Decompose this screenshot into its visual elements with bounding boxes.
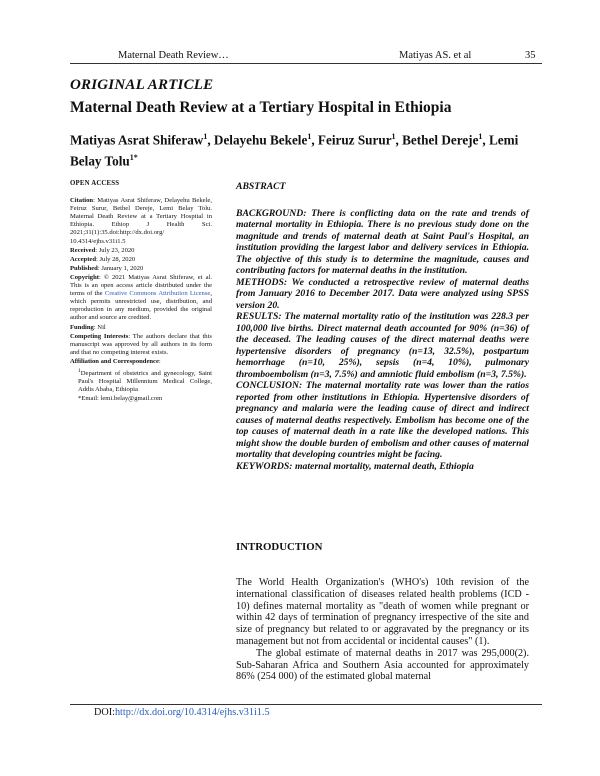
received-date xyxy=(70,247,212,255)
footer-doi xyxy=(94,707,270,718)
author: Delayehu Bekele xyxy=(213,132,308,148)
author: Lemi Belay Tolu xyxy=(70,132,519,169)
funding-value: : Nil xyxy=(93,323,106,331)
author: Feiruz Surur xyxy=(317,132,392,148)
accepted-date xyxy=(70,256,212,264)
citation-text: : Matiyas Asrat Shiferaw, Delayehu Bekele, Feiruz Surur, Bethel Dereje, Lemi Belay Tolu. Maternal Death Review at a Tertiary Hospital in Ethiopia. Ethiop J Health Sci. 2021;31(1):35.doi:http://dx.doi.org/ 10.4314/ejhs.v31i1.5 xyxy=(70,197,212,245)
published-date xyxy=(70,265,212,273)
accepted-label: Accepted xyxy=(70,255,96,263)
doi-label: DOI: xyxy=(94,707,115,718)
copyright xyxy=(70,274,212,323)
author-affiliation-mark: 1* xyxy=(129,153,138,163)
author-affiliation-mark: 1 xyxy=(478,132,483,141)
received-value: : July 23, 2020 xyxy=(95,246,135,254)
author-affiliation-mark: 1 xyxy=(203,132,208,141)
competing-label: Competing Interests xyxy=(70,332,129,340)
abstract-results: RESULTS: The maternal mortality ratio of the institution was 228.3 per 100,000 live births. Direct maternal death accounted for 90% (n=36) of the deceased. The leading causes of the direct maternal deaths were hypertensive disorders of pregnancy (n=13, 32.5%), postpartum hemorrhage (n=10, 25%), sepsis (n=4, 10%), pulmonary thromboembolism (n=3, 7.5%) and amniotic fluid embolism (n=3, 7.5%). xyxy=(236,311,529,380)
introduction-body xyxy=(236,577,529,683)
doi-link[interactable]: http://dx.doi.org/10.4314/ejhs.v31i1.5 xyxy=(114,707,270,718)
open-access-label: OPEN ACCESS xyxy=(70,180,120,187)
running-title: Maternal Death Review… xyxy=(118,50,229,61)
introduction-heading: INTRODUCTION xyxy=(236,541,323,553)
page-number: 35 xyxy=(525,50,536,61)
abstract-heading: ABSTRACT xyxy=(236,181,286,192)
author-affiliation-mark: 1 xyxy=(391,132,396,141)
copyright-text-end: , which permits unrestricted use, distribution, and reproduction in any medium, provided the original author and source are credited. xyxy=(70,290,212,322)
published-label: Published xyxy=(70,264,98,272)
author-affiliation-mark: 1 xyxy=(307,132,312,141)
affiliation-colon: : xyxy=(158,357,161,365)
affiliation-label: Affiliation and Correspondence xyxy=(70,357,159,365)
article-title: Maternal Death Review at a Tertiary Hospital in Ethiopia xyxy=(70,99,452,116)
citation-label: Citation xyxy=(70,197,94,205)
copyright-label: Copyright xyxy=(70,273,99,281)
published-value: : January 1, 2020 xyxy=(97,264,144,272)
abstract xyxy=(236,181,529,472)
running-authors: Matiyas AS. et al xyxy=(399,50,472,61)
affiliation xyxy=(70,367,212,394)
citation xyxy=(70,197,212,246)
author: Matiyas Asrat Shiferaw xyxy=(70,132,204,148)
intro-paragraph-2: The global estimate of maternal deaths in 2017 was 295,000(2). Sub-Saharan Africa and Southern Asia accounted for approximately 86% (254 000) of the estimated global maternal xyxy=(236,647,529,683)
author-list: Matiyas Asrat Shiferaw$^1$, Delayehu Bekele$^1$, Feiruz Surur$^1$, Bethel Dereje$^1$, Lemi Belay Tolu$^{1*}$ xyxy=(70,132,519,169)
accepted-value: : July 28, 2020 xyxy=(96,255,136,263)
author: Bethel Dereje xyxy=(402,132,479,148)
intro-paragraph-1: The World Health Organization's (WHO's) 10th revision of the international classification of diseases related health problems (ICD - 10) defines maternal mortality as "death of women while pregnant or within 42 days of termination of pregnancy irrespective of the site and size of pregnancy but related to or aggravated by the pregnancy or its management but not from accidental or incidental causes" (1). xyxy=(236,577,529,647)
abstract-methods: METHODS: We conducted a retrospective review of maternal deaths from January 2016 to December 2017. Data were analyzed using SPSS version 20. xyxy=(236,276,529,311)
section-label: ORIGINAL ARTICLE xyxy=(70,77,214,93)
received-label: Received xyxy=(70,246,96,254)
competing-interests xyxy=(70,333,212,357)
affiliation-heading xyxy=(70,358,212,366)
footer-rule xyxy=(70,704,542,705)
header-rule xyxy=(70,63,542,64)
competing-text: : The authors declare that this manuscript was approved by all authors in its form and that no competing interest exists. xyxy=(70,332,213,356)
article-info-sidebar xyxy=(70,180,212,405)
funding xyxy=(70,324,212,332)
copyright-text: : © 2021 Matiyas Asrat Shiferaw, et al. This is an open access article distributed under the terms of the xyxy=(70,273,212,298)
affiliation-text: Department of obstetrics and gynecology, Saint Paul's Hospital Millennium Medical College, Addis Ababa, Ethiopia xyxy=(78,370,212,394)
corresponding-email: *Email: lemi.belay@gmail.com xyxy=(78,395,163,403)
abstract-keywords: KEYWORDS: maternal mortality, maternal death, Ethiopia xyxy=(236,460,474,472)
affiliation-mark: 1 xyxy=(78,367,81,374)
license-link[interactable]: Creative Commons Attribution License xyxy=(104,290,211,298)
funding-label: Funding xyxy=(70,323,94,331)
abstract-background: BACKGROUND: There is conflicting data on the rate and trends of maternal mortality in Ethiopia. There is no previous study done on the magnitude and trends of maternal death at Saint Paul's Hospital, an institution providing the largest labor and delivery services in Ethiopia. The objective of this study is to determine the magnitude, causes and contributing factors for maternal deaths in the institution. xyxy=(236,207,529,276)
abstract-conclusion: CONCLUSION: The maternal mortality rate was lower than the ratios reported from other institutions in Ethiopia. Hypertensive disorders of pregnancy and malaria were the leading cause of direct and indirect causes of maternal deaths respectively. Embolism has become one of the top causes of maternal death in a rate like the developed nations. This might show the double burden of embolism and other causes of maternal mortality that developing countries might be facing. xyxy=(236,380,529,460)
